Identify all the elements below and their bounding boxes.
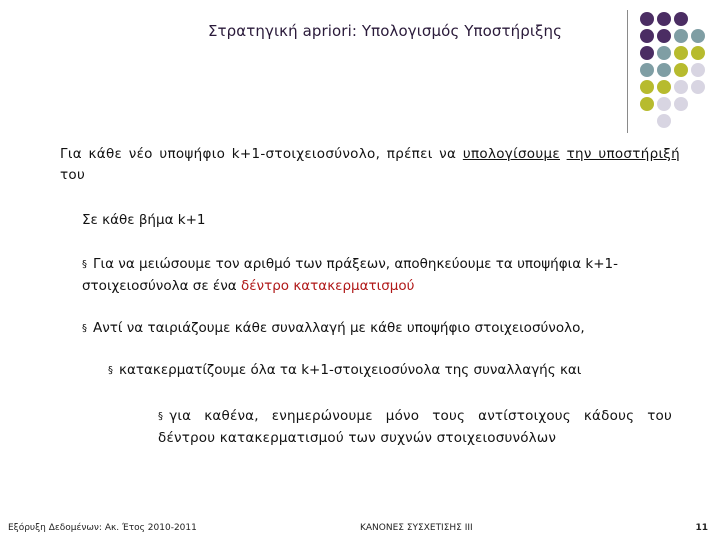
bullet-hash-tree-highlight: δέντρο κατακερματισμού [240,278,415,294]
decorative-dot [657,63,671,77]
decorative-dot-grid [640,12,720,122]
intro-tail: του [60,167,86,183]
decorative-dot [640,80,654,94]
intro-text: Για κάθε νέο υποψήφιο k+1-στοιχειοσύνολο, πρέπει να [60,146,463,162]
bullet-update-buckets-text: για καθένα, ενημερώνουμε μόνο τους αντίστοιχους κάδους του δέντρου κατακερματισμού των συχνών στοιχειοσυνόλων [158,408,672,446]
bullet-marker: § [82,259,87,270]
decorative-dot [674,97,688,111]
decorative-dot [657,46,671,60]
decorative-vertical-line [627,10,628,133]
decorative-dot [674,46,688,60]
bullet-marker: § [82,323,87,334]
decorative-dot [657,114,671,128]
slide-title: Στρατηγική apriori: Υπολογισμός Υποστήριξης [207,22,563,40]
decorative-dot [640,63,654,77]
decorative-dot [657,97,671,111]
footer-topic: ΚΑΝΟΝΕΣ ΣΥΣΧΕΤΙΣΗΣ ΙΙΙ [360,523,473,533]
decorative-dot [640,97,654,111]
decorative-dot [691,29,705,43]
bullet-instead [82,318,682,340]
decorative-dot [691,80,705,94]
intro-underline-1: υπολογίσουμε [462,146,560,162]
decorative-dot [691,46,705,60]
decorative-dot [640,46,654,60]
decorative-dot [657,12,671,26]
intro-space [560,146,567,162]
intro-paragraph [60,144,680,186]
decorative-dot [674,80,688,94]
bullet-instead-text: Αντί να ταιριάζουμε κάθε συναλλαγή με κάθε υποψήφιο στοιχειοσύνολο, [93,320,585,336]
decorative-dot [640,12,654,26]
bullet-update-buckets [158,406,672,449]
bullet-marker: § [108,365,113,376]
step-heading: Σε κάθε βήμα k+1 [82,212,206,228]
bullet-hash-itemsets-text: κατακερματίζουμε όλα τα k+1-στοιχειοσύνολα της συναλλαγής και [119,362,582,378]
bullet-marker: § [158,411,164,422]
bullet-hash-tree-text: Για να μειώσουμε τον αριθμό των πράξεων, αποθηκεύουμε τα υποψήφια k+1-στοιχειοσύνολα σε ένα [82,256,618,294]
decorative-dot [640,29,654,43]
intro-underline-2: την υποστήριξή [566,146,680,162]
bullet-hash-tree [82,254,682,297]
footer-course: Εξόρυξη Δεδομένων: Ακ. Έτος 2010-2011 [8,523,197,533]
decorative-dot [657,80,671,94]
decorative-dot [674,29,688,43]
page-number: 11 [695,523,708,533]
decorative-dot [674,12,688,26]
decorative-dot [674,63,688,77]
decorative-dot [657,29,671,43]
decorative-dot [691,63,705,77]
bullet-hash-itemsets [108,360,688,382]
